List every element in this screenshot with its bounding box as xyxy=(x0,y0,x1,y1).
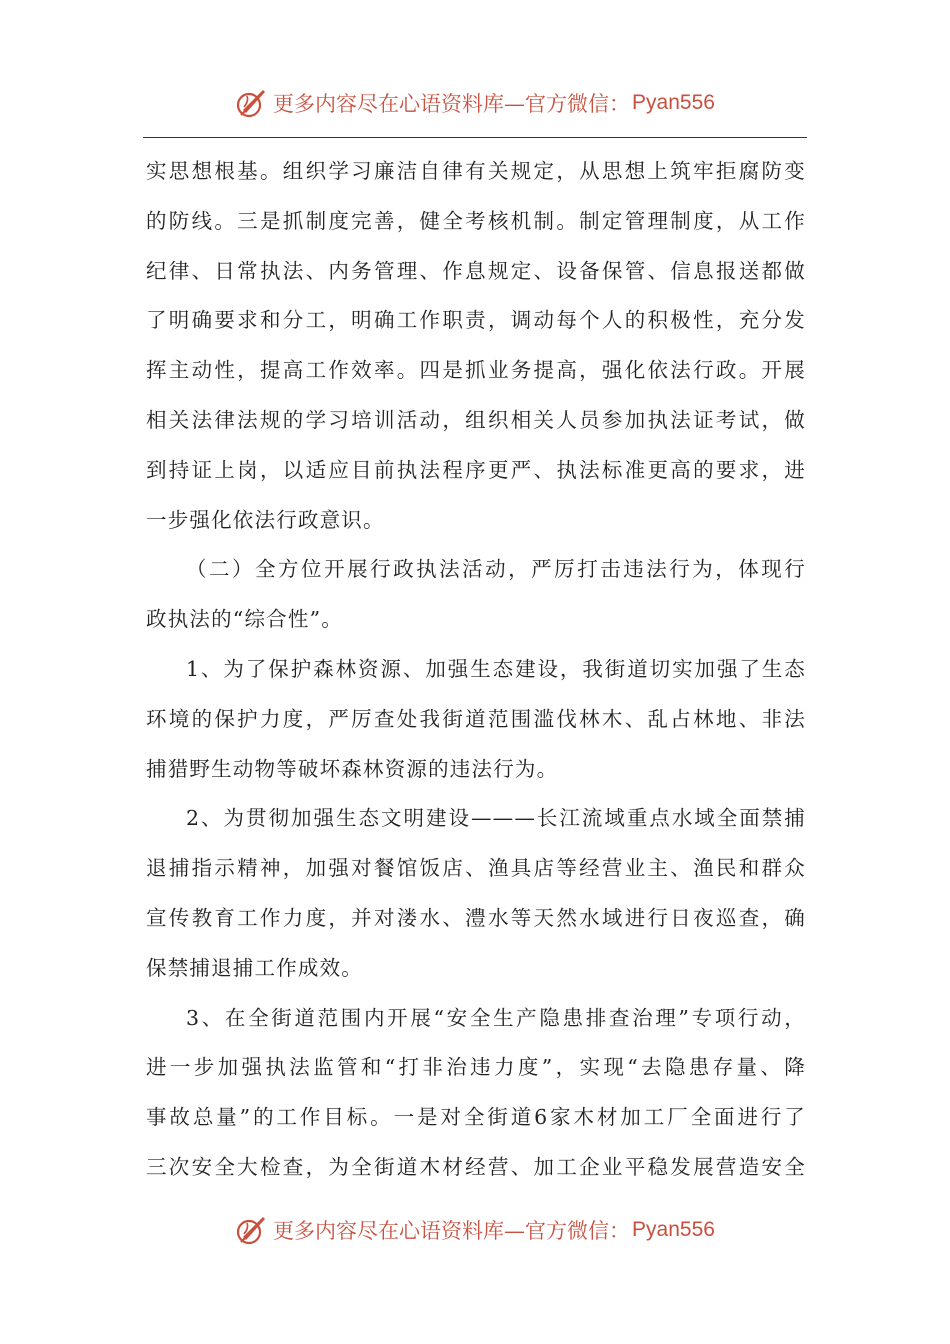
body-line: （二）全方位开展行政执法活动，严厉打击违法行为，体现行 xyxy=(186,557,806,582)
body-line: 保禁捕退捕工作成效。 xyxy=(146,955,363,980)
footer-banner-id: Pyan556 xyxy=(632,1218,715,1241)
document-body xyxy=(146,147,806,1193)
body-line: 纪律、日常执法、内务管理、作息规定、设备保管、信息报送都做 xyxy=(146,258,806,283)
body-line: 捕猎野生动物等破坏森林资源的违法行为。 xyxy=(146,756,559,781)
footer-banner-text: 更多内容尽在心语资料库—官方微信： xyxy=(273,1219,631,1243)
header-banner-id: Pyan556 xyxy=(632,91,715,114)
body-line: 相关法律法规的学习培训活动，组织相关人员参加执法证考试，做 xyxy=(146,407,806,432)
body-line: 一步强化依法行政意识。 xyxy=(146,507,385,532)
body-line: 政执法的“综合性”。 xyxy=(146,607,343,632)
body-line: 环境的保护力度，严厉查处我街道范围滥伐林木、乱占林地、非法 xyxy=(146,706,806,731)
body-line: 退捕指示精神，加强对餐馆饭店、渔具店等经营业主、渔民和群众 xyxy=(146,856,806,881)
body-line: 三次安全大检查，为全街道木材经营、加工企业平稳发展营造安全 xyxy=(146,1154,806,1179)
body-line: 的防线。三是抓制度完善，健全考核机制。制定管理制度，从工作 xyxy=(146,208,806,233)
footer-banner xyxy=(0,1210,950,1250)
body-line: 3、在全街道范围内开展“安全生产隐患排查治理”专项行动， xyxy=(186,1005,806,1030)
body-line: 了明确要求和分工，明确工作职责，调动每个人的积极性，充分发 xyxy=(146,308,806,333)
body-line: 挥主动性，提高工作效率。四是抓业务提高，强化依法行政。开展 xyxy=(146,358,806,383)
body-line: 到持证上岗，以适应目前执法程序更严、执法标准更高的要求，进 xyxy=(146,457,806,482)
quill-logo-icon xyxy=(235,86,269,120)
body-line: 事故总量”的工作目标。一是对全街道6家木材加工厂全面进行了 xyxy=(146,1105,806,1130)
quill-logo-icon xyxy=(235,1213,269,1247)
body-line: 1、为了保护森林资源、加强生态建设，我街道切实加强了生态 xyxy=(186,656,806,681)
header-rule xyxy=(143,137,807,138)
body-line: 宣传教育工作力度，并对溇水、澧水等天然水域进行日夜巡查，确 xyxy=(146,905,806,930)
body-line: 2、为贯彻加强生态文明建设———长江流域重点水域全面禁捕 xyxy=(186,806,806,831)
body-line: 实思想根基。组织学习廉洁自律有关规定，从思想上筑牢拒腐防变 xyxy=(146,159,806,183)
body-line: 进一步加强执法监管和“打非治违力度”，实现“去隐患存量、降 xyxy=(146,1055,806,1080)
header-banner-text: 更多内容尽在心语资料库—官方微信： xyxy=(273,92,631,116)
header-banner xyxy=(0,83,950,123)
